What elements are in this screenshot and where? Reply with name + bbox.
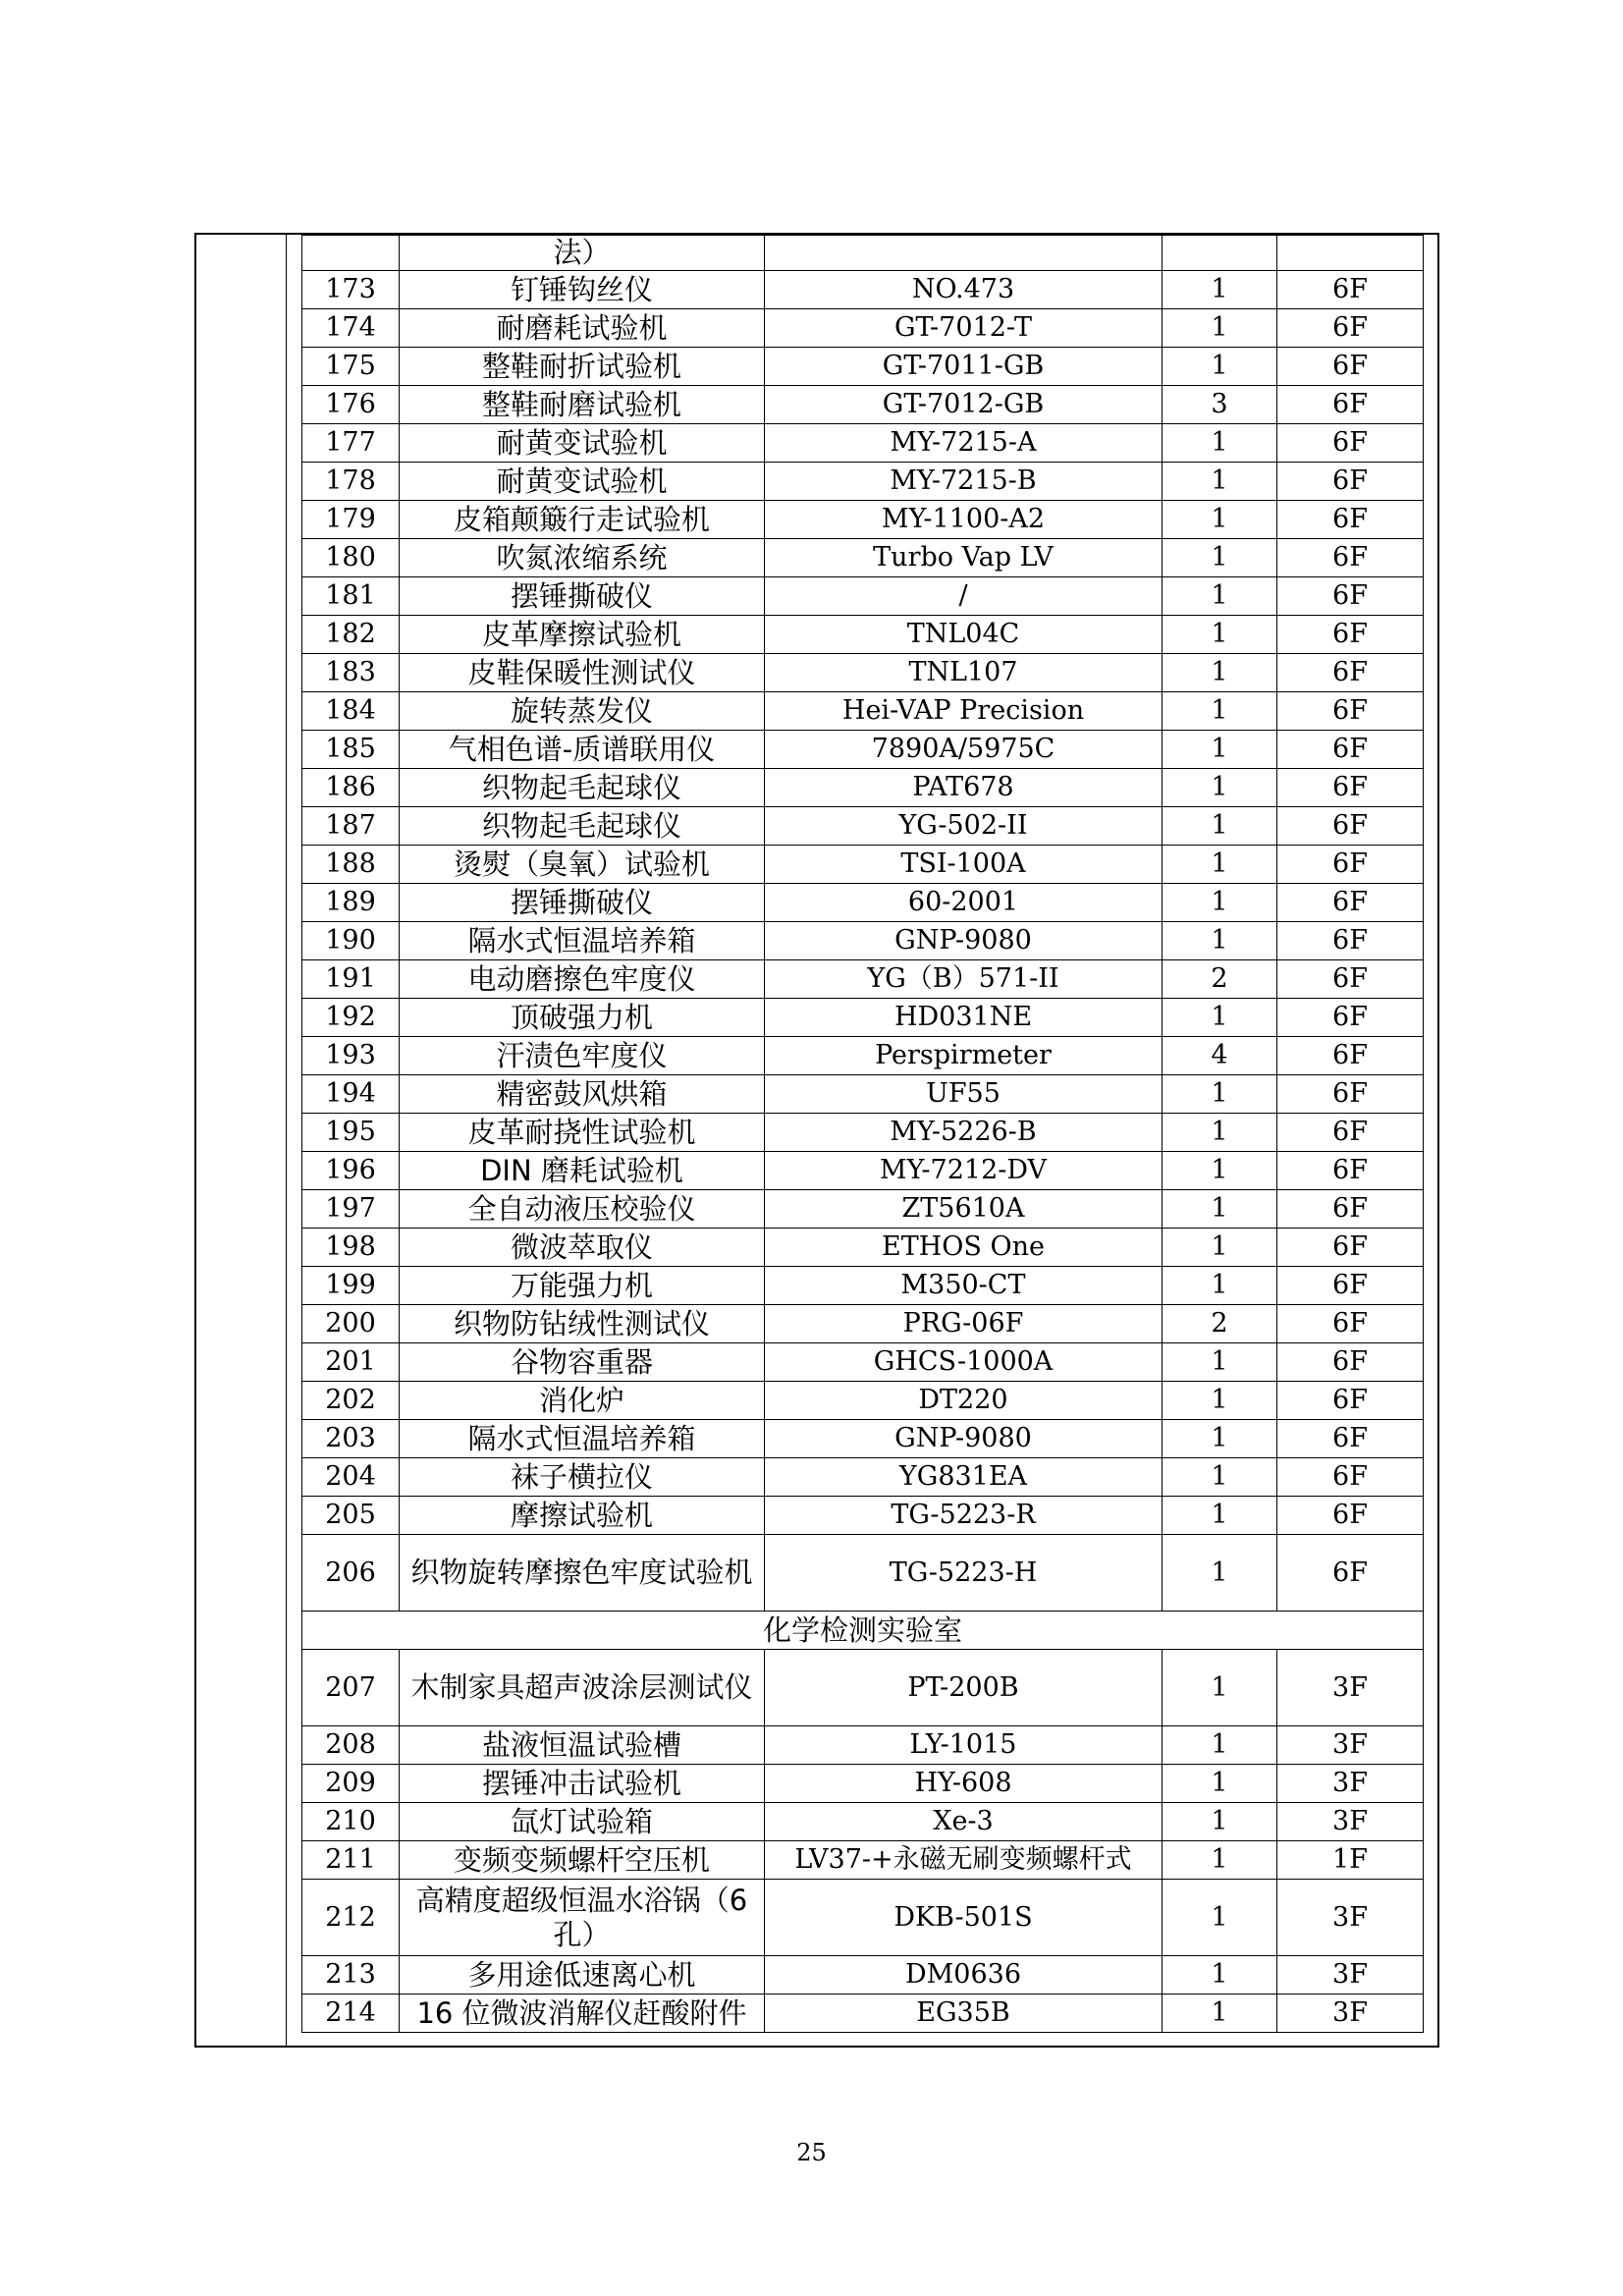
cell-floor [1277, 236, 1424, 271]
cell-model: TNL107 [765, 654, 1163, 692]
cell-qty: 1 [1163, 539, 1277, 577]
table-row [302, 1305, 1424, 1343]
table-row [302, 960, 1424, 999]
cell-qty: 1 [1163, 271, 1277, 309]
page-number: 25 [796, 2139, 827, 2166]
table-row [302, 1267, 1424, 1305]
cell-floor: 6F [1277, 731, 1424, 769]
cell-floor: 6F [1277, 348, 1424, 386]
cell-qty: 1 [1163, 1458, 1277, 1497]
cell-name: 法） [400, 236, 765, 271]
cell-floor: 3F [1277, 1650, 1424, 1726]
cell-name: 汗渍色牢度仪 [400, 1037, 765, 1075]
cell-name: 织物起毛起球仪 [400, 807, 765, 846]
cell-model: / [765, 577, 1163, 616]
cell-name: 顶破强力机 [400, 999, 765, 1037]
cell-qty: 1 [1163, 769, 1277, 807]
cell-no: 211 [302, 1841, 400, 1880]
cell-name: 16 位微波消解仪赶酸附件 [400, 1995, 765, 2033]
cell-model: 60-2001 [765, 884, 1163, 922]
cell-model: MY-7215-B [765, 463, 1163, 501]
table-row [302, 1382, 1424, 1420]
cell-name: 万能强力机 [400, 1267, 765, 1305]
cell-name: 皮革耐挠性试验机 [400, 1114, 765, 1152]
cell-no: 188 [302, 846, 400, 884]
cell-name: 袜子横拉仪 [400, 1458, 765, 1497]
table-row [302, 1114, 1424, 1152]
cell-model: 7890A/5975C [765, 731, 1163, 769]
cell-name: 摆锤撕破仪 [400, 884, 765, 922]
cell-model: EG35B [765, 1995, 1163, 2033]
cell-no: 176 [302, 386, 400, 424]
cell-model: HD031NE [765, 999, 1163, 1037]
cell-no: 173 [302, 271, 400, 309]
cell-model: MY-1100-A2 [765, 501, 1163, 539]
cell-floor: 6F [1277, 424, 1424, 463]
cell-name: 整鞋耐磨试验机 [400, 386, 765, 424]
cell-floor: 6F [1277, 501, 1424, 539]
cell-no: 187 [302, 807, 400, 846]
cell-floor: 6F [1277, 386, 1424, 424]
cell-name: 整鞋耐折试验机 [400, 348, 765, 386]
cell-qty: 2 [1163, 960, 1277, 999]
cell-model: UF55 [765, 1075, 1163, 1114]
table-row [302, 463, 1424, 501]
category-column [194, 233, 287, 2048]
cell-model: TG-5223-H [765, 1535, 1163, 1612]
cell-no: 177 [302, 424, 400, 463]
table-row [302, 1535, 1424, 1612]
cell-qty: 1 [1163, 654, 1277, 692]
table-row [302, 1726, 1424, 1765]
cell-floor: 3F [1277, 1726, 1424, 1765]
cell-name: 皮箱颠簸行走试验机 [400, 501, 765, 539]
table-row [302, 1152, 1424, 1190]
cell-name: 多用途低速离心机 [400, 1956, 765, 1995]
cell-floor: 6F [1277, 807, 1424, 846]
cell-name: 隔水式恒温培养箱 [400, 922, 765, 960]
cell-model: GNP-9080 [765, 922, 1163, 960]
cell-floor: 6F [1277, 1114, 1424, 1152]
table-row [302, 1650, 1424, 1726]
cell-qty: 1 [1163, 922, 1277, 960]
table-row [302, 807, 1424, 846]
cell-qty: 1 [1163, 1841, 1277, 1880]
cell-floor: 6F [1277, 1343, 1424, 1382]
cell-no: 174 [302, 309, 400, 348]
cell-name: 摩擦试验机 [400, 1497, 765, 1535]
cell-model: MY-7212-DV [765, 1152, 1163, 1190]
cell-no: 204 [302, 1458, 400, 1497]
cell-floor: 3F [1277, 1803, 1424, 1841]
cell-qty: 1 [1163, 1343, 1277, 1382]
cell-no: 182 [302, 616, 400, 654]
cell-floor: 6F [1277, 1190, 1424, 1229]
cell-qty: 1 [1163, 424, 1277, 463]
cell-model: PAT678 [765, 769, 1163, 807]
cell-no: 178 [302, 463, 400, 501]
table-row [302, 577, 1424, 616]
table-row [302, 769, 1424, 807]
cell-qty: 1 [1163, 1420, 1277, 1458]
table-row [302, 1995, 1424, 2033]
cell-model: YG（B）571-II [765, 960, 1163, 999]
cell-no: 194 [302, 1075, 400, 1114]
table-row [302, 1075, 1424, 1114]
cell-floor: 6F [1277, 1458, 1424, 1497]
cell-floor: 6F [1277, 999, 1424, 1037]
table-row [302, 1420, 1424, 1458]
table-row [302, 692, 1424, 731]
cell-name: 旋转蒸发仪 [400, 692, 765, 731]
cell-name: 耐磨耗试验机 [400, 309, 765, 348]
cell-floor: 6F [1277, 1382, 1424, 1420]
cell-qty: 1 [1163, 501, 1277, 539]
cell-floor: 3F [1277, 1956, 1424, 1995]
cell-model: PT-200B [765, 1650, 1163, 1726]
section-title: 化学检测实验室 [302, 1612, 1424, 1650]
cell-qty: 1 [1163, 348, 1277, 386]
cell-model: MY-5226-B [765, 1114, 1163, 1152]
cell-no: 183 [302, 654, 400, 692]
cell-no: 191 [302, 960, 400, 999]
cell-name: 木制家具超声波涂层测试仪 [400, 1650, 765, 1726]
cell-floor: 6F [1277, 271, 1424, 309]
cell-model: YG-502-II [765, 807, 1163, 846]
cell-name: 皮鞋保暖性测试仪 [400, 654, 765, 692]
cell-name: 盐液恒温试验槽 [400, 1726, 765, 1765]
cell-qty: 1 [1163, 1114, 1277, 1152]
cell-model: HY-608 [765, 1765, 1163, 1803]
cell-no: 201 [302, 1343, 400, 1382]
cell-no: 190 [302, 922, 400, 960]
cell-no: 186 [302, 769, 400, 807]
cell-no: 180 [302, 539, 400, 577]
cell-qty: 1 [1163, 692, 1277, 731]
cell-qty: 1 [1163, 1956, 1277, 1995]
table-row [302, 236, 1424, 271]
cell-name: 耐黄变试验机 [400, 463, 765, 501]
cell-floor: 6F [1277, 463, 1424, 501]
cell-qty: 1 [1163, 846, 1277, 884]
cell-floor: 6F [1277, 769, 1424, 807]
table-row [302, 1841, 1424, 1880]
table-row [302, 1190, 1424, 1229]
cell-floor: 6F [1277, 309, 1424, 348]
table-row [302, 539, 1424, 577]
table-row [302, 1229, 1424, 1267]
cell-qty: 2 [1163, 1305, 1277, 1343]
cell-no: 210 [302, 1803, 400, 1841]
cell-floor: 3F [1277, 1765, 1424, 1803]
cell-floor: 1F [1277, 1841, 1424, 1880]
cell-model: TG-5223-R [765, 1497, 1163, 1535]
cell-floor: 6F [1277, 1497, 1424, 1535]
table-row [302, 1037, 1424, 1075]
cell-name: 高精度超级恒温水浴锅（6孔） [400, 1880, 765, 1956]
cell-floor: 6F [1277, 616, 1424, 654]
cell-qty: 4 [1163, 1037, 1277, 1075]
cell-floor: 6F [1277, 960, 1424, 999]
cell-name: 消化炉 [400, 1382, 765, 1420]
table-row [302, 309, 1424, 348]
cell-model: ZT5610A [765, 1190, 1163, 1229]
equipment-table [301, 235, 1424, 2033]
cell-floor: 6F [1277, 846, 1424, 884]
cell-model: MY-7215-A [765, 424, 1163, 463]
cell-qty: 1 [1163, 1726, 1277, 1765]
cell-name: 烫熨（臭氧）试验机 [400, 846, 765, 884]
cell-no: 212 [302, 1880, 400, 1956]
cell-qty [1163, 236, 1277, 271]
cell-no: 202 [302, 1382, 400, 1420]
cell-model: GT-7012-T [765, 309, 1163, 348]
cell-name: 耐黄变试验机 [400, 424, 765, 463]
cell-qty: 3 [1163, 386, 1277, 424]
cell-qty: 1 [1163, 731, 1277, 769]
cell-floor: 6F [1277, 654, 1424, 692]
cell-model: DKB-501S [765, 1880, 1163, 1956]
cell-qty: 1 [1163, 1152, 1277, 1190]
cell-name: 谷物容重器 [400, 1343, 765, 1382]
cell-name: 隔水式恒温培养箱 [400, 1420, 765, 1458]
cell-floor: 6F [1277, 1535, 1424, 1612]
cell-no: 189 [302, 884, 400, 922]
cell-floor: 6F [1277, 1305, 1424, 1343]
cell-qty: 1 [1163, 1190, 1277, 1229]
cell-name: 氙灯试验箱 [400, 1803, 765, 1841]
cell-floor: 3F [1277, 1995, 1424, 2033]
cell-no: 175 [302, 348, 400, 386]
cell-name: 织物防钻绒性测试仪 [400, 1305, 765, 1343]
cell-qty: 1 [1163, 1650, 1277, 1726]
cell-name: 气相色谱-质谱联用仪 [400, 731, 765, 769]
cell-qty: 1 [1163, 807, 1277, 846]
cell-name: 电动磨擦色牢度仪 [400, 960, 765, 999]
table-row [302, 846, 1424, 884]
cell-floor: 6F [1277, 922, 1424, 960]
cell-floor: 6F [1277, 577, 1424, 616]
cell-name: 皮革摩擦试验机 [400, 616, 765, 654]
cell-no: 196 [302, 1152, 400, 1190]
cell-qty: 1 [1163, 1535, 1277, 1612]
cell-no: 198 [302, 1229, 400, 1267]
cell-name: 变频变频螺杆空压机 [400, 1841, 765, 1880]
cell-qty: 1 [1163, 1880, 1277, 1956]
cell-floor: 6F [1277, 884, 1424, 922]
cell-qty: 1 [1163, 616, 1277, 654]
cell-no: 206 [302, 1535, 400, 1612]
cell-no: 179 [302, 501, 400, 539]
cell-model: M350-CT [765, 1267, 1163, 1305]
cell-model: GT-7012-GB [765, 386, 1163, 424]
table-row [302, 1956, 1424, 1995]
cell-name: 摆锤冲击试验机 [400, 1765, 765, 1803]
equipment-table-wrap [301, 235, 1423, 2033]
cell-no: 199 [302, 1267, 400, 1305]
cell-no: 192 [302, 999, 400, 1037]
cell-qty: 1 [1163, 577, 1277, 616]
cell-no: 214 [302, 1995, 400, 2033]
cell-qty: 1 [1163, 1382, 1277, 1420]
cell-qty: 1 [1163, 309, 1277, 348]
cell-floor: 6F [1277, 1037, 1424, 1075]
cell-no: 209 [302, 1765, 400, 1803]
table-row [302, 654, 1424, 692]
cell-qty: 1 [1163, 463, 1277, 501]
cell-floor: 3F [1277, 1880, 1424, 1956]
cell-qty: 1 [1163, 1497, 1277, 1535]
cell-model: NO.473 [765, 271, 1163, 309]
cell-name: 精密鼓风烘箱 [400, 1075, 765, 1114]
table-row [302, 1343, 1424, 1382]
table-row [302, 386, 1424, 424]
cell-qty: 1 [1163, 1267, 1277, 1305]
cell-floor: 6F [1277, 1152, 1424, 1190]
cell-name: 织物旋转摩擦色牢度试验机 [400, 1535, 765, 1612]
cell-qty: 1 [1163, 1765, 1277, 1803]
cell-no: 184 [302, 692, 400, 731]
cell-name: 钉锤钩丝仪 [400, 271, 765, 309]
cell-model: LV37-+永磁无刷变频螺杆式 [765, 1841, 1163, 1880]
cell-model: Xe-3 [765, 1803, 1163, 1841]
cell-qty: 1 [1163, 1995, 1277, 2033]
table-row [302, 1458, 1424, 1497]
cell-model: PRG-06F [765, 1305, 1163, 1343]
cell-model: YG831EA [765, 1458, 1163, 1497]
cell-model: Turbo Vap LV [765, 539, 1163, 577]
cell-qty: 1 [1163, 1803, 1277, 1841]
cell-no: 203 [302, 1420, 400, 1458]
cell-model: TSI-100A [765, 846, 1163, 884]
cell-floor: 6F [1277, 1267, 1424, 1305]
cell-name: 摆锤撕破仪 [400, 577, 765, 616]
cell-no [302, 236, 400, 271]
cell-floor: 6F [1277, 692, 1424, 731]
cell-qty: 1 [1163, 1075, 1277, 1114]
cell-no: 195 [302, 1114, 400, 1152]
table-row [302, 1803, 1424, 1841]
cell-name: 微波萃取仪 [400, 1229, 765, 1267]
cell-no: 207 [302, 1650, 400, 1726]
cell-floor: 6F [1277, 1420, 1424, 1458]
table-row [302, 884, 1424, 922]
cell-no: 213 [302, 1956, 400, 1995]
cell-qty: 1 [1163, 884, 1277, 922]
cell-model: GNP-9080 [765, 1420, 1163, 1458]
cell-no: 200 [302, 1305, 400, 1343]
cell-no: 197 [302, 1190, 400, 1229]
cell-model: ETHOS One [765, 1229, 1163, 1267]
table-row [302, 616, 1424, 654]
cell-model: DM0636 [765, 1956, 1163, 1995]
table-row [302, 1497, 1424, 1535]
cell-model: GT-7011-GB [765, 348, 1163, 386]
cell-model: Perspirmeter [765, 1037, 1163, 1075]
cell-model: GHCS-1000A [765, 1343, 1163, 1382]
cell-name: DIN 磨耗试验机 [400, 1152, 765, 1190]
table-row [302, 424, 1424, 463]
cell-name: 吹氮浓缩系统 [400, 539, 765, 577]
cell-floor: 6F [1277, 1229, 1424, 1267]
cell-model: TNL04C [765, 616, 1163, 654]
table-row [302, 271, 1424, 309]
table-row [302, 731, 1424, 769]
table-row [302, 501, 1424, 539]
cell-name: 全自动液压校验仪 [400, 1190, 765, 1229]
cell-model [765, 236, 1163, 271]
cell-no: 181 [302, 577, 400, 616]
cell-model: DT220 [765, 1382, 1163, 1420]
cell-floor: 6F [1277, 1075, 1424, 1114]
cell-floor: 6F [1277, 539, 1424, 577]
cell-name: 织物起毛起球仪 [400, 769, 765, 807]
cell-model: LY-1015 [765, 1726, 1163, 1765]
cell-no: 208 [302, 1726, 400, 1765]
table-row [302, 1765, 1424, 1803]
cell-no: 193 [302, 1037, 400, 1075]
cell-no: 185 [302, 731, 400, 769]
section-row [302, 1612, 1424, 1650]
cell-model: Hei-VAP Precision [765, 692, 1163, 731]
table-row [302, 348, 1424, 386]
cell-qty: 1 [1163, 999, 1277, 1037]
table-row [302, 922, 1424, 960]
table-row [302, 1880, 1424, 1956]
cell-no: 205 [302, 1497, 400, 1535]
cell-qty: 1 [1163, 1229, 1277, 1267]
equipment-table-body [302, 236, 1424, 2033]
table-row [302, 999, 1424, 1037]
